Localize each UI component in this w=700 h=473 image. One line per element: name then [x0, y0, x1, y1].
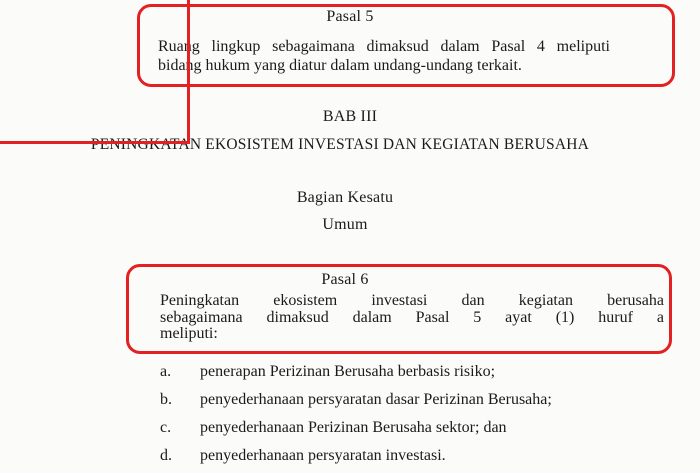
list-item-letter: d.	[160, 447, 172, 464]
list-item-text: penyederhanaan Perizinan Berusaha sektor; dan	[200, 419, 507, 436]
bab-number: BAB III	[322, 108, 378, 125]
list-item-text: penyederhanaan persyaratan dasar Perizinan Berusaha;	[200, 391, 552, 408]
pasal-6-list	[160, 358, 552, 470]
pasal-5-body	[158, 37, 610, 75]
pasal-6-line-2: sebagaimana dimaksud dalam Pasal 5 ayat (1) huruf a	[160, 308, 664, 326]
pasal-5-line-1: Ruang lingkup sebagaimana dimaksud dalam Pasal 4 meliputi	[158, 38, 610, 55]
bagian-label: Bagian Kesatu	[296, 189, 394, 206]
pasal-5-line-2: bidang hukum yang diatur dalam undang-undang terkait.	[158, 57, 522, 74]
pasal-6-line-3: meliputi:	[160, 325, 218, 342]
pasal-6-heading: Pasal 6	[321, 271, 369, 288]
list-item	[160, 442, 552, 470]
list-item	[160, 358, 552, 386]
pasal-5-heading: Pasal 5	[326, 8, 374, 25]
list-item-letter: c.	[160, 419, 172, 436]
pasal-6-line-1: Peningkatan ekosistem investasi dan kegiatan berusaha	[160, 292, 664, 309]
list-item-text: penerapan Perizinan Berusaha berbasis risiko;	[200, 363, 496, 380]
bagian-name: Umum	[322, 216, 368, 233]
list-item-letter: b.	[160, 391, 172, 408]
list-item	[160, 414, 552, 442]
pasal-6-body	[160, 293, 664, 343]
list-item-letter: a.	[160, 363, 172, 380]
list-item-text: penyederhanaan persyaratan investasi.	[200, 447, 446, 464]
bab-title: PENINGKATAN EKOSISTEM INVESTASI DAN KEGIATAN BERUSAHA	[90, 136, 590, 153]
list-item	[160, 386, 552, 414]
